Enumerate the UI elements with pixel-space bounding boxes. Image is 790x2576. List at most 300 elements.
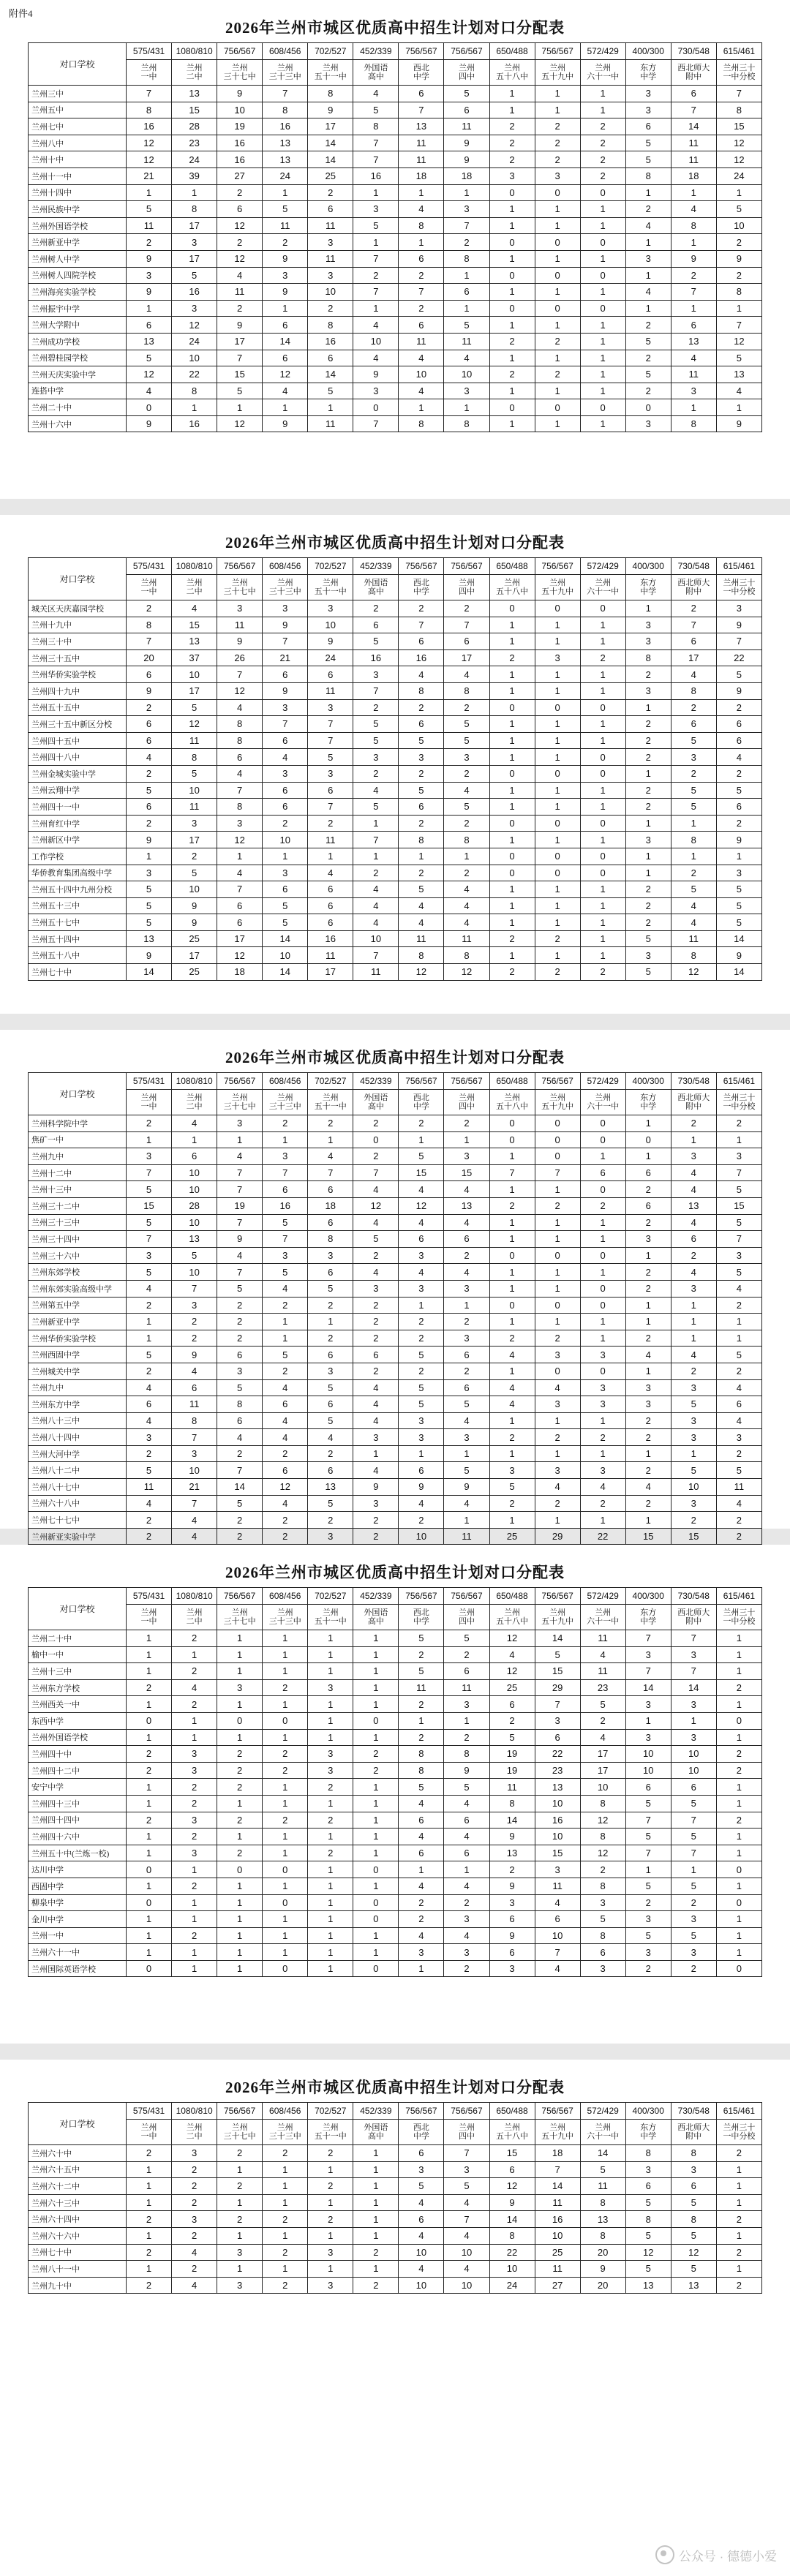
quota-cell: 18	[217, 964, 263, 981]
table-row	[29, 1911, 762, 1928]
score-header: 756/567	[444, 1588, 489, 1605]
quota-cell: 6	[671, 86, 716, 102]
table-row	[29, 732, 762, 749]
quota-cell: 8	[580, 1878, 625, 1894]
quota-cell: 25	[172, 964, 217, 981]
quota-cell: 6	[217, 897, 263, 914]
quota-cell: 5	[353, 102, 399, 118]
quota-cell: 0	[263, 1712, 308, 1729]
score-header: 615/461	[716, 558, 761, 575]
quota-cell: 5	[625, 930, 671, 947]
quota-cell: 9	[489, 1927, 535, 1944]
quota-cell: 14	[263, 964, 308, 981]
score-header: 572/429	[580, 1588, 625, 1605]
table-row	[29, 1762, 762, 1779]
quota-cell: 8	[671, 2145, 716, 2162]
quota-cell: 2	[399, 1115, 444, 1132]
school-name-cell: 兰州六十二中	[29, 2178, 127, 2195]
quota-cell: 0	[535, 600, 580, 617]
quota-cell: 2	[263, 1512, 308, 1529]
quota-cell: 2	[399, 600, 444, 617]
quota-cell: 4	[625, 1479, 671, 1496]
quota-cell: 2	[399, 1512, 444, 1529]
quota-cell: 1	[671, 1861, 716, 1878]
quota-cell: 1	[172, 1861, 217, 1878]
school-name-cell: 东西中学	[29, 1712, 127, 1729]
quota-cell: 2	[263, 2277, 308, 2294]
quota-cell: 4	[308, 865, 353, 881]
quota-cell: 7	[671, 1845, 716, 1861]
quota-cell: 12	[263, 366, 308, 383]
quota-cell: 0	[716, 1861, 761, 1878]
table-row	[29, 184, 762, 201]
quota-cell: 8	[399, 947, 444, 964]
quota-cell: 1	[127, 1729, 172, 1746]
quota-cell: 3	[308, 1746, 353, 1763]
quota-cell: 1	[217, 1795, 263, 1812]
quota-cell: 0	[580, 1280, 625, 1297]
quota-cell: 9	[716, 682, 761, 699]
quota-cell: 1	[489, 350, 535, 366]
quota-cell: 5	[399, 1630, 444, 1647]
quota-cell: 1	[308, 1944, 353, 1961]
quota-cell: 1	[489, 682, 535, 699]
quota-cell: 6	[535, 1729, 580, 1746]
table-row	[29, 1264, 762, 1281]
quota-cell: 1	[308, 2194, 353, 2211]
quota-cell: 1	[127, 1131, 172, 1148]
quota-cell: 5	[716, 350, 761, 366]
school-header: 兰州 三十三中	[263, 1090, 308, 1115]
quota-cell: 15	[399, 1164, 444, 1181]
school-name-cell: 兰州三十四中	[29, 1231, 127, 1248]
quota-cell: 8	[671, 217, 716, 234]
quota-cell: 9	[127, 250, 172, 267]
quota-cell: 0	[580, 749, 625, 766]
quota-cell: 2	[444, 815, 489, 832]
score-header: 756/567	[217, 1073, 263, 1090]
quota-cell: 7	[308, 1164, 353, 1181]
quota-cell: 2	[580, 1429, 625, 1446]
quota-cell: 6	[308, 1181, 353, 1198]
quota-cell: 0	[535, 267, 580, 284]
quota-cell: 6	[263, 1181, 308, 1198]
quota-cell: 13	[444, 1197, 489, 1214]
quota-cell: 1	[716, 1314, 761, 1330]
quota-cell: 2	[716, 2244, 761, 2261]
quota-cell: 13	[671, 1197, 716, 1214]
quota-cell: 8	[625, 2211, 671, 2228]
school-name-cell: 兰州三十二中	[29, 1197, 127, 1214]
quota-cell: 6	[444, 1379, 489, 1396]
quota-cell: 3	[625, 1231, 671, 1248]
quota-cell: 22	[716, 649, 761, 666]
quota-cell: 6	[127, 666, 172, 683]
quota-cell: 14	[489, 2211, 535, 2228]
quota-cell: 2	[580, 649, 625, 666]
quota-cell: 1	[263, 1927, 308, 1944]
quota-cell: 2	[444, 1646, 489, 1663]
quota-cell: 2	[263, 1812, 308, 1829]
table-row	[29, 1861, 762, 1878]
quota-cell: 8	[263, 102, 308, 118]
school-header: 兰州 四中	[444, 1090, 489, 1115]
quota-cell: 4	[671, 1164, 716, 1181]
quota-cell: 7	[308, 716, 353, 733]
school-header: 西北师大 附中	[671, 2120, 716, 2145]
quota-cell: 19	[217, 1197, 263, 1214]
quota-cell: 5	[353, 217, 399, 234]
school-header: 外国语 高中	[353, 60, 399, 86]
quota-cell: 7	[217, 1181, 263, 1198]
quota-cell: 9	[127, 415, 172, 432]
school-name-cell: 兰州七十中	[29, 964, 127, 981]
quota-cell: 10	[671, 1746, 716, 1763]
quota-cell: 15	[535, 1663, 580, 1680]
quota-cell: 1	[580, 782, 625, 799]
quota-cell: 0	[489, 699, 535, 716]
quota-cell: 3	[444, 383, 489, 399]
quota-cell: 1	[444, 1297, 489, 1314]
quota-cell: 4	[535, 1894, 580, 1911]
quota-cell: 6	[263, 881, 308, 898]
score-header: 650/488	[489, 43, 535, 60]
quota-cell: 25	[489, 1528, 535, 1545]
quota-cell: 24	[716, 167, 761, 184]
quota-cell: 3	[399, 1412, 444, 1429]
quota-cell: 0	[489, 865, 535, 881]
quota-cell: 1	[535, 1181, 580, 1198]
quota-cell: 6	[399, 1231, 444, 1248]
quota-cell: 3	[444, 1911, 489, 1928]
quota-cell: 4	[671, 914, 716, 931]
school-header: 兰州 四中	[444, 2120, 489, 2145]
quota-cell: 17	[172, 217, 217, 234]
quota-cell: 15	[172, 102, 217, 118]
quota-cell: 5	[308, 1280, 353, 1297]
quota-cell: 13	[263, 151, 308, 168]
school-name-cell: 兰州六十五中	[29, 2161, 127, 2178]
quota-cell: 5	[217, 1379, 263, 1396]
quota-cell: 4	[127, 749, 172, 766]
quota-cell: 1	[217, 1829, 263, 1845]
quota-cell: 7	[353, 135, 399, 151]
quota-cell: 3	[671, 1696, 716, 1713]
quota-cell: 5	[671, 1462, 716, 1479]
quota-cell: 14	[127, 964, 172, 981]
quota-cell: 27	[535, 2277, 580, 2294]
quota-cell: 1	[625, 815, 671, 832]
quota-cell: 1	[308, 1960, 353, 1977]
school-header: 西北师大 附中	[671, 575, 716, 600]
school-name-cell: 兰州六十三中	[29, 2194, 127, 2211]
quota-cell: 2	[716, 1115, 761, 1132]
quota-cell: 2	[625, 732, 671, 749]
quota-cell: 6	[308, 782, 353, 799]
quota-cell: 2	[399, 865, 444, 881]
table-row	[29, 1247, 762, 1264]
quota-cell: 1	[172, 1944, 217, 1961]
quota-cell: 1	[716, 1646, 761, 1663]
quota-cell: 2	[217, 1330, 263, 1347]
quota-cell: 4	[625, 284, 671, 301]
quota-cell: 3	[399, 749, 444, 766]
quota-cell: 3	[716, 865, 761, 881]
quota-cell: 6	[308, 350, 353, 366]
quota-cell: 2	[263, 2145, 308, 2162]
quota-cell: 2	[308, 1512, 353, 1529]
quota-cell: 2	[716, 1512, 761, 1529]
quota-cell: 1	[535, 217, 580, 234]
school-name-cell: 达川中学	[29, 1861, 127, 1878]
school-name-cell: 兰州天庆实验中学	[29, 366, 127, 383]
quota-cell: 1	[353, 815, 399, 832]
quota-cell: 1	[580, 284, 625, 301]
quota-cell: 9	[716, 617, 761, 633]
school-header: 兰州三十 一中分校	[716, 575, 761, 600]
score-header: 1080/810	[172, 2103, 217, 2120]
quota-cell: 1	[172, 184, 217, 201]
table-row	[29, 333, 762, 350]
quota-cell: 2	[716, 2211, 761, 2228]
quota-cell: 2	[172, 1696, 217, 1713]
quota-cell: 2	[399, 765, 444, 782]
quota-cell: 8	[444, 250, 489, 267]
school-name-cell: 连搭中学	[29, 383, 127, 399]
school-header: 外国语 高中	[353, 2120, 399, 2145]
quota-cell: 10	[172, 666, 217, 683]
quota-cell: 2	[399, 1696, 444, 1713]
quota-cell: 3	[625, 1696, 671, 1713]
quota-cell: 1	[172, 1960, 217, 1977]
score-header: 756/567	[217, 43, 263, 60]
quota-cell: 2	[217, 234, 263, 251]
school-header: 兰州三十 一中分校	[716, 2120, 761, 2145]
quota-cell: 1	[353, 2194, 399, 2211]
quota-cell: 7	[399, 102, 444, 118]
quota-cell: 1	[399, 1712, 444, 1729]
quota-cell: 8	[625, 649, 671, 666]
quota-cell: 17	[217, 930, 263, 947]
quota-cell: 4	[444, 1495, 489, 1512]
quota-cell: 16	[217, 135, 263, 151]
quota-cell: 5	[217, 1495, 263, 1512]
quota-cell: 3	[263, 865, 308, 881]
quota-cell: 1	[671, 848, 716, 865]
quota-cell: 1	[625, 848, 671, 865]
quota-cell: 1	[580, 732, 625, 749]
quota-cell: 11	[399, 135, 444, 151]
quota-cell: 2	[217, 1512, 263, 1529]
quota-cell: 3	[580, 1379, 625, 1396]
quota-cell: 4	[353, 897, 399, 914]
quota-cell: 1	[716, 2161, 761, 2178]
quota-cell: 2	[444, 1960, 489, 1977]
quota-cell: 5	[671, 2261, 716, 2278]
school-name-cell: 兰州新区中学	[29, 832, 127, 848]
quota-cell: 4	[671, 897, 716, 914]
school-name-cell: 兰州十二中	[29, 1164, 127, 1181]
quota-cell: 1	[716, 1911, 761, 1928]
quota-cell: 5	[444, 1630, 489, 1647]
quota-cell: 6	[399, 250, 444, 267]
quota-cell: 6	[671, 1779, 716, 1796]
quota-cell: 1	[489, 415, 535, 432]
quota-cell: 2	[716, 234, 761, 251]
school-header: 东方 中学	[625, 1605, 671, 1630]
quota-cell: 1	[353, 1445, 399, 1462]
quota-cell: 1	[127, 1927, 172, 1944]
quota-cell: 11	[671, 930, 716, 947]
school-header: 兰州 一中	[127, 1090, 172, 1115]
quota-cell: 15	[489, 2145, 535, 2162]
quota-cell: 6	[671, 1231, 716, 1248]
school-header: 兰州 五十九中	[535, 60, 580, 86]
quota-cell: 1	[716, 1878, 761, 1894]
quota-cell: 4	[444, 2261, 489, 2278]
quota-cell: 5	[671, 782, 716, 799]
quota-cell: 3	[308, 1247, 353, 1264]
quota-cell: 4	[671, 1181, 716, 1198]
quota-cell: 3	[671, 749, 716, 766]
quota-cell: 11	[535, 1878, 580, 1894]
table-row	[29, 1412, 762, 1429]
quota-cell: 2	[716, 2277, 761, 2294]
quota-cell: 4	[353, 86, 399, 102]
quota-cell: 11	[716, 1479, 761, 1496]
quota-cell: 2	[172, 1779, 217, 1796]
quota-cell: 8	[671, 415, 716, 432]
quota-cell: 9	[716, 832, 761, 848]
quota-cell: 8	[671, 832, 716, 848]
quota-cell: 3	[671, 1729, 716, 1746]
quota-cell: 1	[625, 300, 671, 317]
school-header: 兰州 一中	[127, 2120, 172, 2145]
quota-cell: 1	[444, 1512, 489, 1529]
school-name-cell: 兰州六十一中	[29, 1944, 127, 1961]
quota-cell: 1	[353, 1812, 399, 1829]
quota-cell: 10	[172, 1164, 217, 1181]
quota-cell: 10	[535, 1927, 580, 1944]
quota-cell: 23	[580, 1679, 625, 1696]
quota-cell: 2	[308, 184, 353, 201]
quota-cell: 1	[217, 2194, 263, 2211]
quota-cell: 3	[217, 1679, 263, 1696]
school-name-cell: 榆中一中	[29, 1646, 127, 1663]
quota-cell: 7	[716, 633, 761, 650]
quota-cell: 9	[489, 1829, 535, 1845]
quota-cell: 1	[308, 1646, 353, 1663]
quota-cell: 2	[263, 1762, 308, 1779]
quota-cell: 3	[671, 383, 716, 399]
school-header: 兰州 五十九中	[535, 1090, 580, 1115]
quota-cell: 4	[489, 1379, 535, 1396]
table-row	[29, 284, 762, 301]
quota-cell: 7	[308, 799, 353, 816]
school-header: 兰州 六十一中	[580, 1090, 625, 1115]
quota-cell: 1	[580, 1512, 625, 1529]
quota-cell: 7	[217, 881, 263, 898]
quota-cell: 17	[580, 1762, 625, 1779]
quota-cell: 10	[263, 947, 308, 964]
quota-cell: 1	[489, 1314, 535, 1330]
quota-cell: 22	[580, 1528, 625, 1545]
quota-cell: 10	[353, 930, 399, 947]
school-header: 兰州 六十一中	[580, 1605, 625, 1630]
quota-cell: 1	[127, 848, 172, 865]
quota-cell: 4	[353, 782, 399, 799]
quota-cell: 9	[217, 86, 263, 102]
quota-cell: 1	[308, 399, 353, 416]
quota-cell: 1	[127, 300, 172, 317]
quota-cell: 3	[671, 1429, 716, 1446]
quota-cell: 2	[399, 1729, 444, 1746]
quota-cell: 2	[716, 1762, 761, 1779]
quota-cell: 1	[127, 2227, 172, 2244]
page-sheet	[0, 1545, 790, 2044]
quota-cell: 5	[716, 1181, 761, 1198]
quota-cell: 1	[353, 1779, 399, 1796]
quota-cell: 12	[580, 1812, 625, 1829]
school-name-cell: 兰州大河中学	[29, 1445, 127, 1462]
quota-cell: 2	[217, 1528, 263, 1545]
quota-cell: 8	[625, 167, 671, 184]
quota-cell: 4	[217, 1429, 263, 1446]
quota-cell: 6	[671, 633, 716, 650]
quota-cell: 1	[217, 848, 263, 865]
table-row	[29, 799, 762, 816]
table-row	[29, 1646, 762, 1663]
quota-cell: 5	[489, 1479, 535, 1496]
quota-cell: 7	[353, 682, 399, 699]
school-name-cell: 兰州东郊学校	[29, 1264, 127, 1281]
quota-cell: 1	[399, 234, 444, 251]
quota-cell: 10	[172, 1181, 217, 1198]
score-header: 572/429	[580, 43, 625, 60]
quota-cell: 3	[625, 633, 671, 650]
quota-cell: 8	[671, 947, 716, 964]
quota-cell: 2	[308, 2145, 353, 2162]
quota-cell: 3	[399, 1247, 444, 1264]
quota-cell: 5	[625, 1795, 671, 1812]
quota-cell: 0	[535, 1148, 580, 1165]
school-name-cell: 兰州五十三中	[29, 897, 127, 914]
score-header: 400/300	[625, 1073, 671, 1090]
score-header: 575/431	[127, 558, 172, 575]
quota-cell: 3	[444, 2161, 489, 2178]
quota-cell: 2	[308, 815, 353, 832]
quota-cell: 0	[127, 1894, 172, 1911]
quota-cell: 4	[399, 1927, 444, 1944]
allocation-table	[28, 1587, 762, 1977]
quota-cell: 7	[399, 284, 444, 301]
quota-cell: 3	[625, 1729, 671, 1746]
school-header: 兰州 三十三中	[263, 2120, 308, 2145]
quota-cell: 2	[127, 1445, 172, 1462]
quota-cell: 7	[127, 1164, 172, 1181]
quota-cell: 5	[217, 1280, 263, 1297]
quota-cell: 1	[263, 1330, 308, 1347]
quota-cell: 1	[489, 102, 535, 118]
quota-cell: 10	[671, 1479, 716, 1496]
quota-cell: 16	[353, 649, 399, 666]
quota-cell: 2	[172, 1829, 217, 1845]
score-header: 756/567	[399, 1073, 444, 1090]
quota-cell: 1	[308, 1712, 353, 1729]
quota-cell: 9	[399, 1479, 444, 1496]
quota-cell: 2	[172, 1878, 217, 1894]
quota-cell: 1	[671, 184, 716, 201]
